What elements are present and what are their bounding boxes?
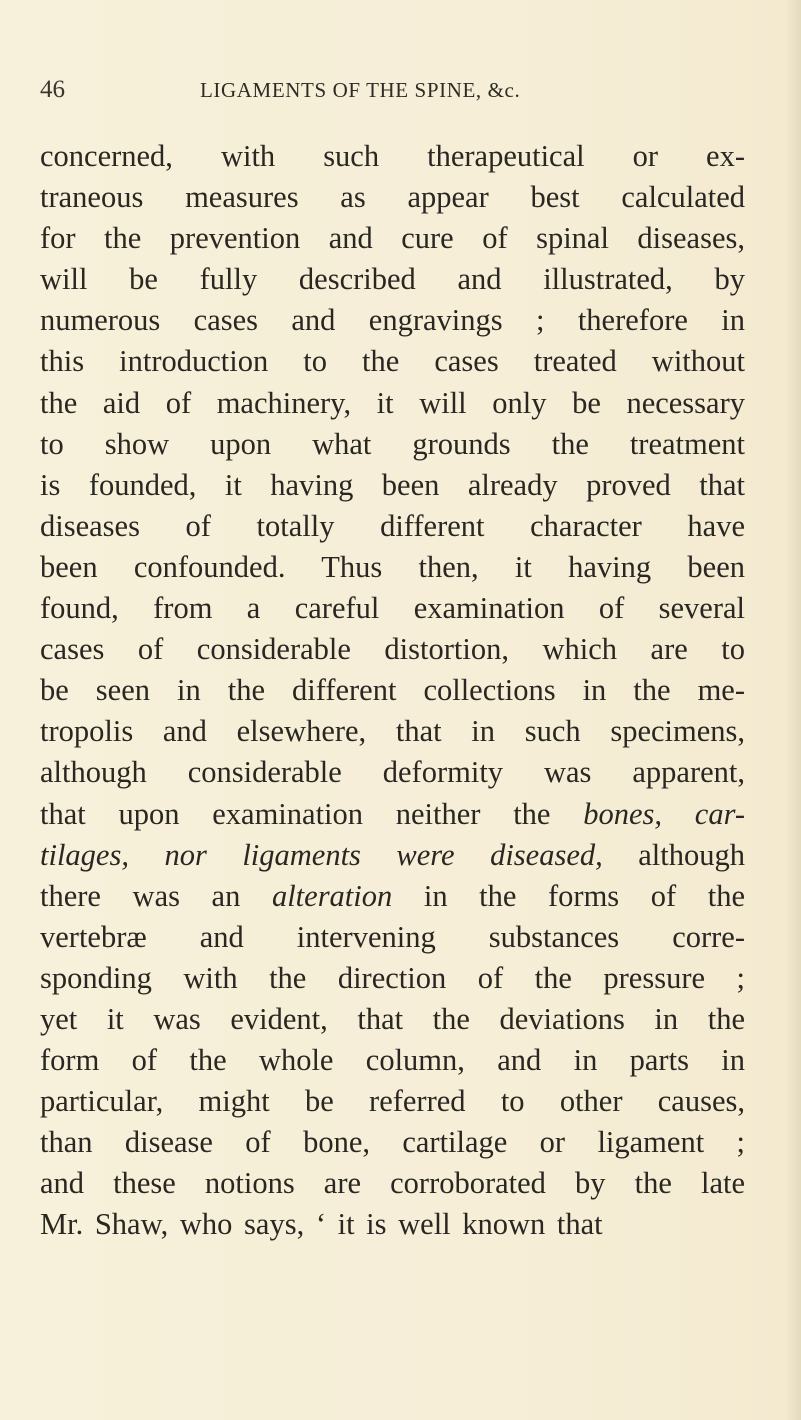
text-line: is founded, it having been already proved that (40, 467, 745, 502)
body-text (40, 136, 745, 1246)
text-line: sponding with the direction of the pressure ; (40, 960, 745, 995)
text-line: the aid of machinery, it will only be necessary (40, 385, 745, 420)
text-line: numerous cases and engravings ; therefore in (40, 303, 745, 338)
running-head: LIGAMENTS OF THE SPINE, &c. (200, 78, 521, 102)
text-line: for the prevention and cure of spinal diseases, (40, 221, 745, 256)
text-line: form of the whole column, and in parts in (40, 1043, 745, 1078)
text-line (40, 794, 745, 835)
italic-text: alteration (271, 878, 393, 913)
italic-text: bones, car- (583, 796, 745, 831)
text-line: traneous measures as appear best calculated (40, 180, 745, 215)
text-line: diseases of totally different character have (40, 508, 745, 543)
text-line: to show upon what grounds the treatment (40, 426, 745, 461)
text-line: this introduction to the cases treated without (40, 344, 745, 379)
italic-text: tilages, nor ligaments were diseased, (40, 837, 603, 872)
text-line: concerned, with such therapeutical or ex- (40, 139, 745, 173)
text-line: be seen in the different collections in the me- (40, 673, 745, 708)
text-run: in the forms of the (423, 878, 746, 913)
text-line (40, 835, 745, 876)
page-edge-shadow (785, 0, 801, 1420)
text-line: although considerable deformity was apparent, (40, 755, 745, 790)
text-line: been confounded. Thus then, it having been (40, 549, 745, 584)
text-line: and these notions are corroborated by the late (40, 1166, 745, 1201)
text-line: particular, might be referred to other causes, (40, 1084, 745, 1119)
text-line: Mr. Shaw, who says, ‘ it is well known that (40, 1207, 603, 1242)
text-run: although (638, 837, 745, 872)
text-line (40, 876, 745, 917)
text-run: there was an (40, 878, 241, 913)
text-line: yet it was evident, that the deviations in the (40, 1001, 745, 1036)
text-line: than disease of bone, cartilage or ligament ; (40, 1125, 745, 1160)
text-line: tropolis and elsewhere, that in such specimens, (40, 714, 745, 749)
text-line: found, from a careful examination of several (40, 591, 745, 626)
page-header (40, 76, 740, 110)
text-line: cases of considerable distortion, which are to (40, 632, 745, 667)
text-line: vertebræ and intervening substances corre- (40, 919, 745, 954)
page-number: 46 (40, 76, 65, 103)
text-run: that upon examination neither the (40, 796, 551, 831)
text-line: will be fully described and illustrated, by (40, 262, 745, 297)
